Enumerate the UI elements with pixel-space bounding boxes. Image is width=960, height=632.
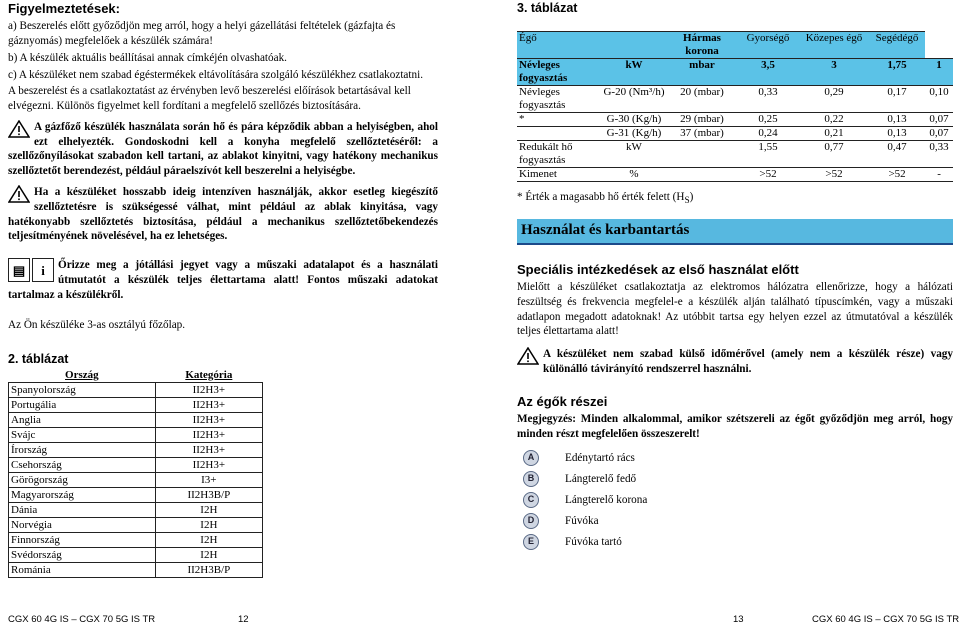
part-letter-icon: A bbox=[523, 450, 539, 466]
cell: >52 bbox=[799, 167, 869, 181]
cell: 0,22 bbox=[799, 112, 869, 126]
table3-note: * Érték a magasabb hő érték felett $(H_S)$ bbox=[517, 190, 694, 206]
cell-country: Svájc bbox=[9, 427, 156, 442]
footer-left-model: CGX 60 4G IS – CGX 70 5G IS TR bbox=[8, 614, 156, 625]
ventilation-warning-text: A gázfőző készülék használata során hő és pára képződik abban a helyiségben, ahol ezt elhelyezték. Gondoskodni kell a konyha megfelelő szellőztetéséről: a szellőzőnyílásokat szabadon kell tartani, az ablakot kinyitni, vagy hatékony mechanikus szellőztetőt berendezést, például páraelszívót kell beszerelni a helyiségbe. bbox=[8, 120, 438, 178]
cell: Névleges fogyasztás bbox=[517, 58, 601, 85]
warning-triangle-icon bbox=[8, 185, 30, 203]
cell: 0,29 bbox=[799, 85, 869, 112]
cell: 20 (mbar) bbox=[667, 85, 737, 112]
cell-country: Svédország bbox=[9, 547, 156, 562]
cell bbox=[517, 126, 601, 140]
cell: >52 bbox=[869, 167, 925, 181]
list-item bbox=[523, 510, 953, 531]
col-auxiliary: Segédégő bbox=[869, 31, 925, 58]
table-row bbox=[517, 85, 953, 112]
country-table-body bbox=[9, 382, 263, 577]
cell-category: II2H3+ bbox=[155, 427, 262, 442]
cell-country: Portugália bbox=[9, 397, 156, 412]
table-row bbox=[9, 457, 263, 472]
table-row bbox=[9, 502, 263, 517]
cell-country: Csehország bbox=[9, 457, 156, 472]
part-letter-icon: B bbox=[523, 471, 539, 487]
part-letter-icon: C bbox=[523, 492, 539, 508]
cell: 1,75 bbox=[869, 58, 925, 85]
table-row bbox=[9, 442, 263, 457]
burner-parts-list bbox=[523, 447, 953, 552]
cell-category: II2H3+ bbox=[155, 397, 262, 412]
table-row bbox=[517, 126, 953, 140]
table-row bbox=[517, 112, 953, 126]
warning-item-a: a) Beszerelés előtt győződjön meg arról, hogy a helyi gázellátási feltételek (gázfajta és gáznyomás) megfelelőek a készülék számára! bbox=[8, 20, 396, 47]
part-label: Fúvóka bbox=[565, 514, 599, 527]
cell-country: Dánia bbox=[9, 502, 156, 517]
cell-country: Románia bbox=[9, 562, 156, 577]
cell-country: Magyarország bbox=[9, 487, 156, 502]
table-row bbox=[9, 427, 263, 442]
table2-title: 2. táblázat bbox=[8, 352, 69, 367]
cell: 0,13 bbox=[869, 126, 925, 140]
cell-category: II2H3+ bbox=[155, 412, 262, 427]
list-item bbox=[523, 489, 953, 510]
warning-item-b: b) A készülék aktuális beállításai annak címkéjén olvashatóak. bbox=[8, 51, 287, 64]
cell: G-30 (Kg/h) bbox=[601, 112, 667, 126]
table-row bbox=[517, 140, 953, 167]
cell: 3 bbox=[799, 58, 869, 85]
cell: 0,47 bbox=[869, 140, 925, 167]
cell-country: Norvégia bbox=[9, 517, 156, 532]
cell-category: I3+ bbox=[155, 472, 262, 487]
list-item bbox=[523, 468, 953, 489]
cell: 1 bbox=[925, 58, 953, 85]
cell-country: Anglia bbox=[9, 412, 156, 427]
col-triple-crown: Hármas korona bbox=[667, 31, 737, 58]
left-column bbox=[8, 0, 438, 578]
table-row bbox=[9, 382, 263, 397]
cell-category: I2H bbox=[155, 517, 262, 532]
list-item bbox=[523, 447, 953, 468]
table-header-row bbox=[9, 368, 263, 383]
cell-category: II2H3+ bbox=[155, 382, 262, 397]
cell: 0,13 bbox=[869, 112, 925, 126]
cell-country: Finnország bbox=[9, 532, 156, 547]
col-country: Ország bbox=[9, 368, 156, 383]
timer-warning bbox=[517, 347, 953, 377]
cell: mbar bbox=[667, 58, 737, 85]
warranty-info-text: Őrizze meg a jótállási jegyet vagy a műszaki adatalapot és a használati útmutatót a készülék teljes élettartama alatt! Fontos műszaki adatokat tartalmaz a készülékről. bbox=[8, 259, 438, 301]
part-letter-icon: D bbox=[523, 513, 539, 529]
table-row bbox=[517, 58, 953, 85]
installation-note: A beszerelést és a csatlakoztatást az érvényben levő beszerelési előírások betartásával kell elvégezni. Különös figyelmet kell fordítani a megfelelő szellőzés biztosítására. bbox=[8, 85, 411, 113]
cell-country: Görögország bbox=[9, 472, 156, 487]
page-number-left: 12 bbox=[238, 614, 249, 625]
warning-triangle-icon bbox=[517, 347, 539, 365]
cell-country: Spanyolország bbox=[9, 382, 156, 397]
cell-category: II2H3B/P bbox=[155, 562, 262, 577]
cell bbox=[667, 167, 737, 181]
parts-title: Az égők részei bbox=[517, 393, 608, 409]
parts-note: Megjegyzés: Minden alkalommal, amikor szétszereli az égőt győződjön meg arról, hogy minden részt megfelelően összeszerelt! bbox=[517, 412, 953, 440]
table-row bbox=[517, 167, 953, 181]
page-number-right: 13 bbox=[733, 614, 744, 625]
col-category: Kategória bbox=[155, 368, 262, 383]
col-burner: Égő bbox=[517, 31, 601, 58]
cell: kW bbox=[601, 58, 667, 85]
table-row bbox=[9, 547, 263, 562]
cell: - bbox=[925, 167, 953, 181]
cell: >52 bbox=[737, 167, 799, 181]
extra-ventilation-warning-text: Ha a készüléket hosszabb ideig intenzíven használják, akkor esetleg kiegészítő szellőztetésre is szükségessé válhat, mint például az ablak kinyitása, vagy hatékonyabb szellőztetés biztosítása, például a mechanikus szellőztetőbekendezés teljesítményének növelésével, ha ez lehetséges. bbox=[8, 185, 438, 243]
book-info-icon: ▤ i bbox=[8, 258, 54, 282]
cell-category: II2H3+ bbox=[155, 457, 262, 472]
cell: 0,07 bbox=[925, 112, 953, 126]
cell: 0,33 bbox=[737, 85, 799, 112]
part-label: Lángterelő fedő bbox=[565, 472, 637, 485]
table-row bbox=[9, 412, 263, 427]
cell: 29 (mbar) bbox=[667, 112, 737, 126]
footer-right-model: CGX 60 4G IS – CGX 70 5G IS TR bbox=[812, 614, 960, 625]
warning-triangle-icon bbox=[8, 120, 30, 138]
cell-category: II2H3+ bbox=[155, 442, 262, 457]
cell-category: II2H3B/P bbox=[155, 487, 262, 502]
warnings-heading: Figyelmeztetések: bbox=[8, 1, 120, 16]
part-label: Lángterelő korona bbox=[565, 493, 648, 506]
country-category-table bbox=[8, 368, 263, 578]
burner-data-table bbox=[517, 31, 953, 182]
table-row bbox=[9, 397, 263, 412]
cell: 0,17 bbox=[869, 85, 925, 112]
cell: G-31 (Kg/h) bbox=[601, 126, 667, 140]
table3-title: 3. táblázat bbox=[517, 1, 578, 15]
cell-category: I2H bbox=[155, 502, 262, 517]
warning-item-c: c) A készüléket nem szabad égéstermékek eltávolítására szolgáló készülékhez csatlakoztatni. bbox=[8, 68, 424, 81]
cell: 37 (mbar) bbox=[667, 126, 737, 140]
table-row bbox=[9, 517, 263, 532]
table-header-row bbox=[517, 31, 953, 58]
appliance-class: Az Ön készüléke 3-as osztályú főzőlap. bbox=[8, 319, 186, 332]
cell: 0,21 bbox=[799, 126, 869, 140]
cell: kW bbox=[601, 140, 667, 167]
warnings-list bbox=[8, 19, 438, 114]
part-label: Fúvóka tartó bbox=[565, 535, 622, 548]
cell: 0,24 bbox=[737, 126, 799, 140]
cell-country: Írország bbox=[9, 442, 156, 457]
cell bbox=[667, 140, 737, 167]
col-rapid: Gyorségő bbox=[737, 31, 799, 58]
cell-category: I2H bbox=[155, 532, 262, 547]
cell: 0,10 bbox=[925, 85, 953, 112]
table-row bbox=[9, 472, 263, 487]
cell: G-20 (Nm³/h) bbox=[601, 85, 667, 112]
cell: Kimenet bbox=[517, 167, 601, 181]
section-title: Használat és karbantartás bbox=[517, 219, 953, 245]
cell: % bbox=[601, 167, 667, 181]
cell: Redukált hő fogyasztás bbox=[517, 140, 601, 167]
cell: 0,25 bbox=[737, 112, 799, 126]
right-column bbox=[517, 0, 953, 552]
cell: * bbox=[517, 112, 601, 126]
extra-ventilation-warning bbox=[8, 185, 438, 244]
col-semi-rapid: Közepes égő bbox=[799, 31, 869, 58]
part-letter-icon: E bbox=[523, 534, 539, 550]
cell: 0,07 bbox=[925, 126, 953, 140]
cell: 0,33 bbox=[925, 140, 953, 167]
table-row bbox=[9, 532, 263, 547]
cell: 3,5 bbox=[737, 58, 799, 85]
first-use-title: Speciális intézkedések az első használat előtt bbox=[517, 261, 799, 277]
list-item bbox=[523, 531, 953, 552]
table-row bbox=[9, 487, 263, 502]
cell-category: I2H bbox=[155, 547, 262, 562]
ventilation-warning bbox=[8, 120, 438, 179]
first-use-text: Mielőtt a készüléket csatlakoztatja az elektromos hálózatra ellenőrizze, hogy a hálózati feszültség és frekvencia megfelel-e a készülék alján található típuscímkén, vagy a műszaki adatlapon megadott adatoknak! Az utóbbit tartsa egy helyen ezzel az útmutatóval a készülék teljes élettartama alatt! bbox=[517, 281, 953, 338]
part-label: Edénytartó rács bbox=[565, 451, 635, 464]
warranty-info bbox=[8, 258, 438, 302]
cell: 1,55 bbox=[737, 140, 799, 167]
cell: Névleges fogyasztás bbox=[517, 85, 601, 112]
cell: 0,77 bbox=[799, 140, 869, 167]
timer-warning-text: A készüléket nem szabad külső időmérővel (amely nem a készülék része) vagy különálló távirányító rendszerrel használni. bbox=[543, 348, 953, 375]
table-row bbox=[9, 562, 263, 577]
